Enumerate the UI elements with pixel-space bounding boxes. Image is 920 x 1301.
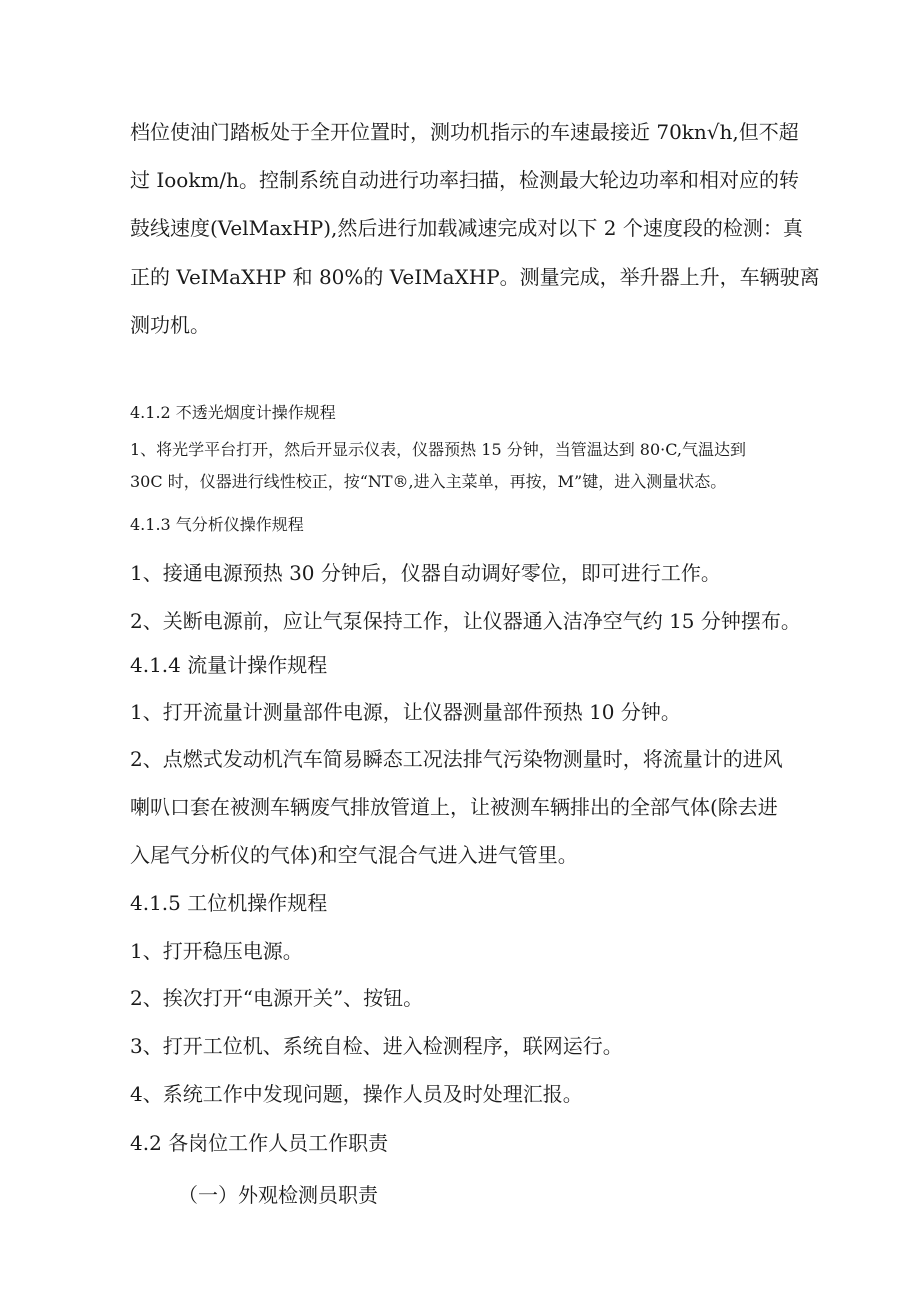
- list-item: 1、接通电源预热 30 分钟后，仪器自动调好零位，即可进行工作。: [130, 561, 721, 585]
- list-item: 2、挨次打开“电源开关”、按钮。: [130, 986, 424, 1010]
- list-item: 1、打开流量计测量部件电源，让仪器测量部件预热 10 分钟。: [130, 700, 681, 724]
- paragraph-line: 鼓线速度(VelMaxHP),然后进行加载减速完成对以下 2 个速度段的检测：真: [130, 216, 803, 240]
- section-heading: 4.1.2 不透光烟度计操作规程: [130, 403, 336, 422]
- section-heading: 4.1.5 工位机操作规程: [130, 891, 328, 915]
- paragraph-line: 测功机。: [130, 313, 210, 337]
- paragraph-line: 30C 时，仪器进行线性校正，按“NT®,进入主菜单，再按，M”键，进入测量状态。: [130, 472, 727, 491]
- list-item: 1、打开稳压电源。: [130, 939, 303, 963]
- paragraph-line: 档位使油门踏板处于全开位置时，测功机指示的车速最接近 70kn√h,但不超: [130, 120, 799, 144]
- paragraph-line: 1、将光学平台打开，然后开显示仪表，仪器预热 15 分钟，当管温达到 80·C,气温达到: [130, 440, 747, 459]
- paragraph-line: 正的 VeIMaXHP 和 80%的 VeIMaXHP。测量完成，举升器上升，车辆驶离: [130, 265, 820, 289]
- list-item: 3、打开工位机、系统自检、进入检测程序，联网运行。: [130, 1034, 623, 1058]
- paragraph-line: 入尾气分析仪的气体)和空气混合气进入进气管里。: [130, 843, 578, 867]
- list-item: 4、系统工作中发现问题，操作人员及时处理汇报。: [130, 1082, 583, 1106]
- section-heading: 4.2 各岗位工作人员工作职责: [130, 1131, 389, 1155]
- paragraph-line: 喇叭口套在被测车辆废气排放管道上，让被测车辆排出的全部气体(除去进: [130, 795, 778, 819]
- section-heading: 4.1.3 气分析仪操作规程: [130, 515, 304, 534]
- paragraph-line: 2、点燃式发动机汽车简易瞬态工况法排气污染物测量时，将流量计的进风: [130, 747, 783, 771]
- list-item: 2、关断电源前，应让气泵保持工作，让仪器通入洁净空气约 15 分钟摆布。: [130, 609, 801, 633]
- section-heading: 4.1.4 流量计操作规程: [130, 653, 328, 677]
- paragraph-line: 过 Iookm/h。控制系统自动进行功率扫描，检测最大轮边功率和相对应的转: [130, 168, 800, 192]
- sub-heading: （一）外观检测员职责: [178, 1183, 378, 1207]
